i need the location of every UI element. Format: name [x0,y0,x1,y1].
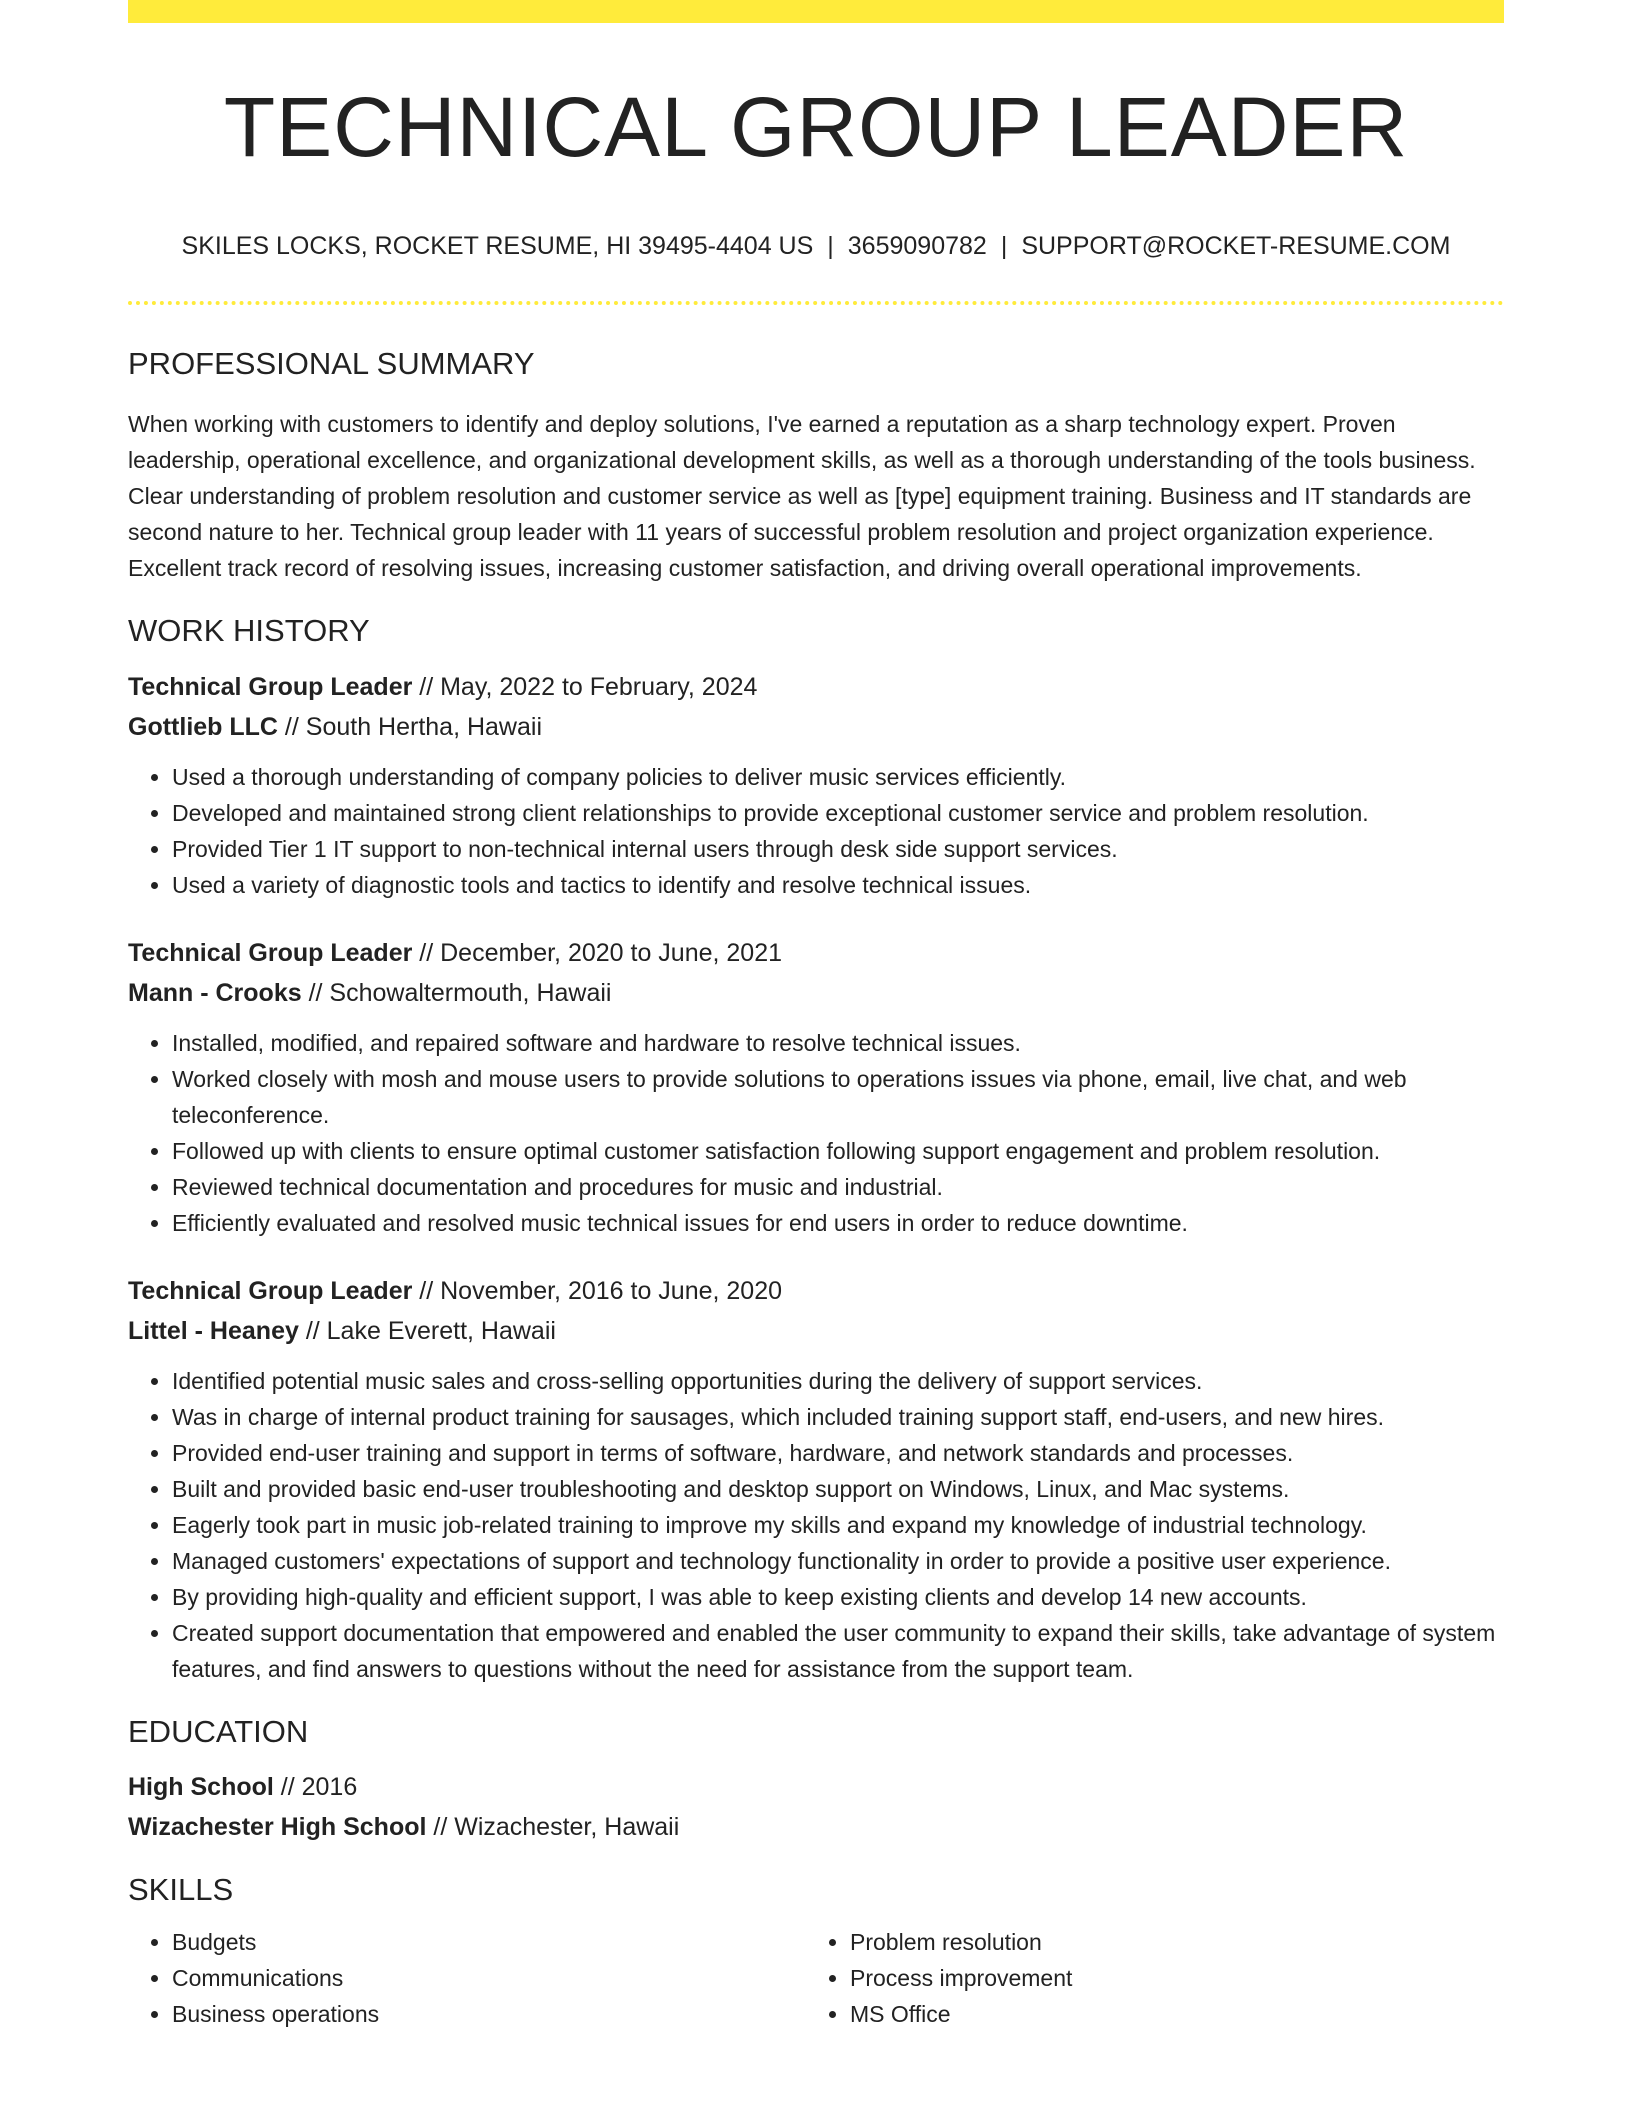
job-entry [128,933,1504,1241]
skills-column-left [128,1924,806,2032]
dotted-divider [128,301,1504,305]
list-item: • Managed customers' expectations of support and technology functionality in order to provide a positive user experience. [172,1543,1504,1579]
job-dates: // December, 2020 to June, 2021 [412,939,783,968]
contact-phone: 3659090782 [847,232,987,260]
list-item: • Used a variety of diagnostic tools and tactics to identify and resolve technical issues. [172,867,1504,903]
top-accent-bar [128,0,1504,23]
job-role: Technical Group Leader [128,673,413,702]
job-role: Technical Group Leader [128,939,413,968]
job-role-line [128,667,1504,707]
job-bullet-list [128,1363,1504,1687]
skills-list [128,1924,806,2032]
job-company-line [128,1311,1504,1351]
education-year: // 2016 [273,1772,358,1801]
job-company: Gottlieb LLC [128,713,278,742]
job-role-line [128,933,1504,973]
skills-column-right [806,1924,1484,2032]
list-item: • Efficiently evaluated and resolved music technical issues for end users in order to reduce downtime. [172,1205,1504,1241]
job-dates: // November, 2016 to June, 2020 [412,1277,783,1306]
job-company: Littel - Heaney [128,1317,299,1346]
summary-heading: PROFESSIONAL SUMMARY [128,346,535,381]
list-item: • Built and provided basic end-user troubleshooting and desktop support on Windows, Linux, and Mac systems. [172,1471,1504,1507]
list-item: • MS Office [850,1996,1484,2032]
list-item: • Problem resolution [850,1924,1484,1960]
skills-heading: SKILLS [128,1871,234,1907]
education-school: Wizachester High School [128,1812,427,1841]
list-item: • Was in charge of internal product training for sausages, which included training support staff, end-users, and new hires. [172,1399,1504,1435]
job-entry [128,667,1504,903]
resume-page [128,0,1504,2032]
job-role-line [128,1271,1504,1311]
job-location: // South Hertha, Hawaii [277,713,542,742]
list-item: • Provided Tier 1 IT support to non-technical internal users through desk side support services. [172,831,1504,867]
education-degree-line [128,1767,1504,1807]
job-role: Technical Group Leader [128,1277,413,1306]
list-item: • Created support documentation that empowered and enabled the user community to expand their skills, take advantage of system features, and find answers to questions without the need for assistance from the support team. [172,1615,1504,1687]
list-item: • Followed up with clients to ensure optimal customer satisfaction following support engagement and problem resolution. [172,1133,1504,1169]
list-item: • Business operations [172,1996,806,2032]
education-heading: EDUCATION [128,1714,309,1750]
job-company-line [128,707,1504,747]
list-item: • Budgets [172,1924,806,1960]
work-history-heading: WORK HISTORY [128,613,370,649]
contact-separator: | [1000,232,1008,260]
summary-text: When working with customers to identify and deploy solutions, I've earned a reputation as a sharp technology expert. Proven leadership, operational excellence, and organizational development skills, as well as a thorough understanding of the tools business. Clear understanding of problem resolution and customer service as well as [type] equipment training. Business and IT standards are second nature to her. Technical group leader with 11 years of successful problem resolution and project organization experience. Excellent track record of resolving issues, increasing customer satisfaction, and driving overall operational improvements. [128,411,1476,582]
list-item: • By providing high-quality and efficient support, I was able to keep existing clients and develop 14 new accounts. [172,1579,1504,1615]
list-item: • Installed, modified, and repaired software and hardware to resolve technical issues. [172,1025,1504,1061]
job-location: // Lake Everett, Hawaii [298,1317,556,1346]
contact-address: SKILES LOCKS, ROCKET RESUME, HI 39495-4404 US [181,232,814,260]
contact-line [128,231,1504,261]
contact-email: SUPPORT@ROCKET-RESUME.COM [1021,232,1451,260]
job-dates: // May, 2022 to February, 2024 [412,673,758,702]
list-item: • Used a thorough understanding of company policies to deliver music services efficiently. [172,759,1504,795]
list-item: • Identified potential music sales and cross-selling opportunities during the delivery of support services. [172,1363,1504,1399]
education-school-line [128,1807,1504,1847]
job-location: // Schowaltermouth, Hawaii [301,979,612,1008]
education-entry [128,1767,1504,1847]
job-entry [128,1271,1504,1687]
job-company: Mann - Crooks [128,979,302,1008]
list-item: • Communications [172,1960,806,1996]
list-item: • Developed and maintained strong client relationships to provide exceptional customer service and problem resolution. [172,795,1504,831]
skills-list [806,1924,1484,2032]
list-item: • Reviewed technical documentation and procedures for music and industrial. [172,1169,1504,1205]
skills-columns [128,1924,1504,2032]
list-item: • Process improvement [850,1960,1484,1996]
education-degree: High School [128,1772,274,1801]
resume-name-title: TECHNICAL GROUP LEADER [223,80,1409,174]
education-location: // Wizachester, Hawaii [426,1812,680,1841]
list-item: • Eagerly took part in music job-related training to improve my skills and expand my knowledge of industrial technology. [172,1507,1504,1543]
job-company-line [128,973,1504,1013]
list-item: • Provided end-user training and support in terms of software, hardware, and network standards and processes. [172,1435,1504,1471]
job-bullet-list [128,1025,1504,1241]
job-bullet-list [128,759,1504,903]
contact-separator: | [827,232,834,260]
list-item: • Worked closely with mosh and mouse users to provide solutions to operations issues via phone, email, live chat, and web teleconference. [172,1061,1504,1133]
